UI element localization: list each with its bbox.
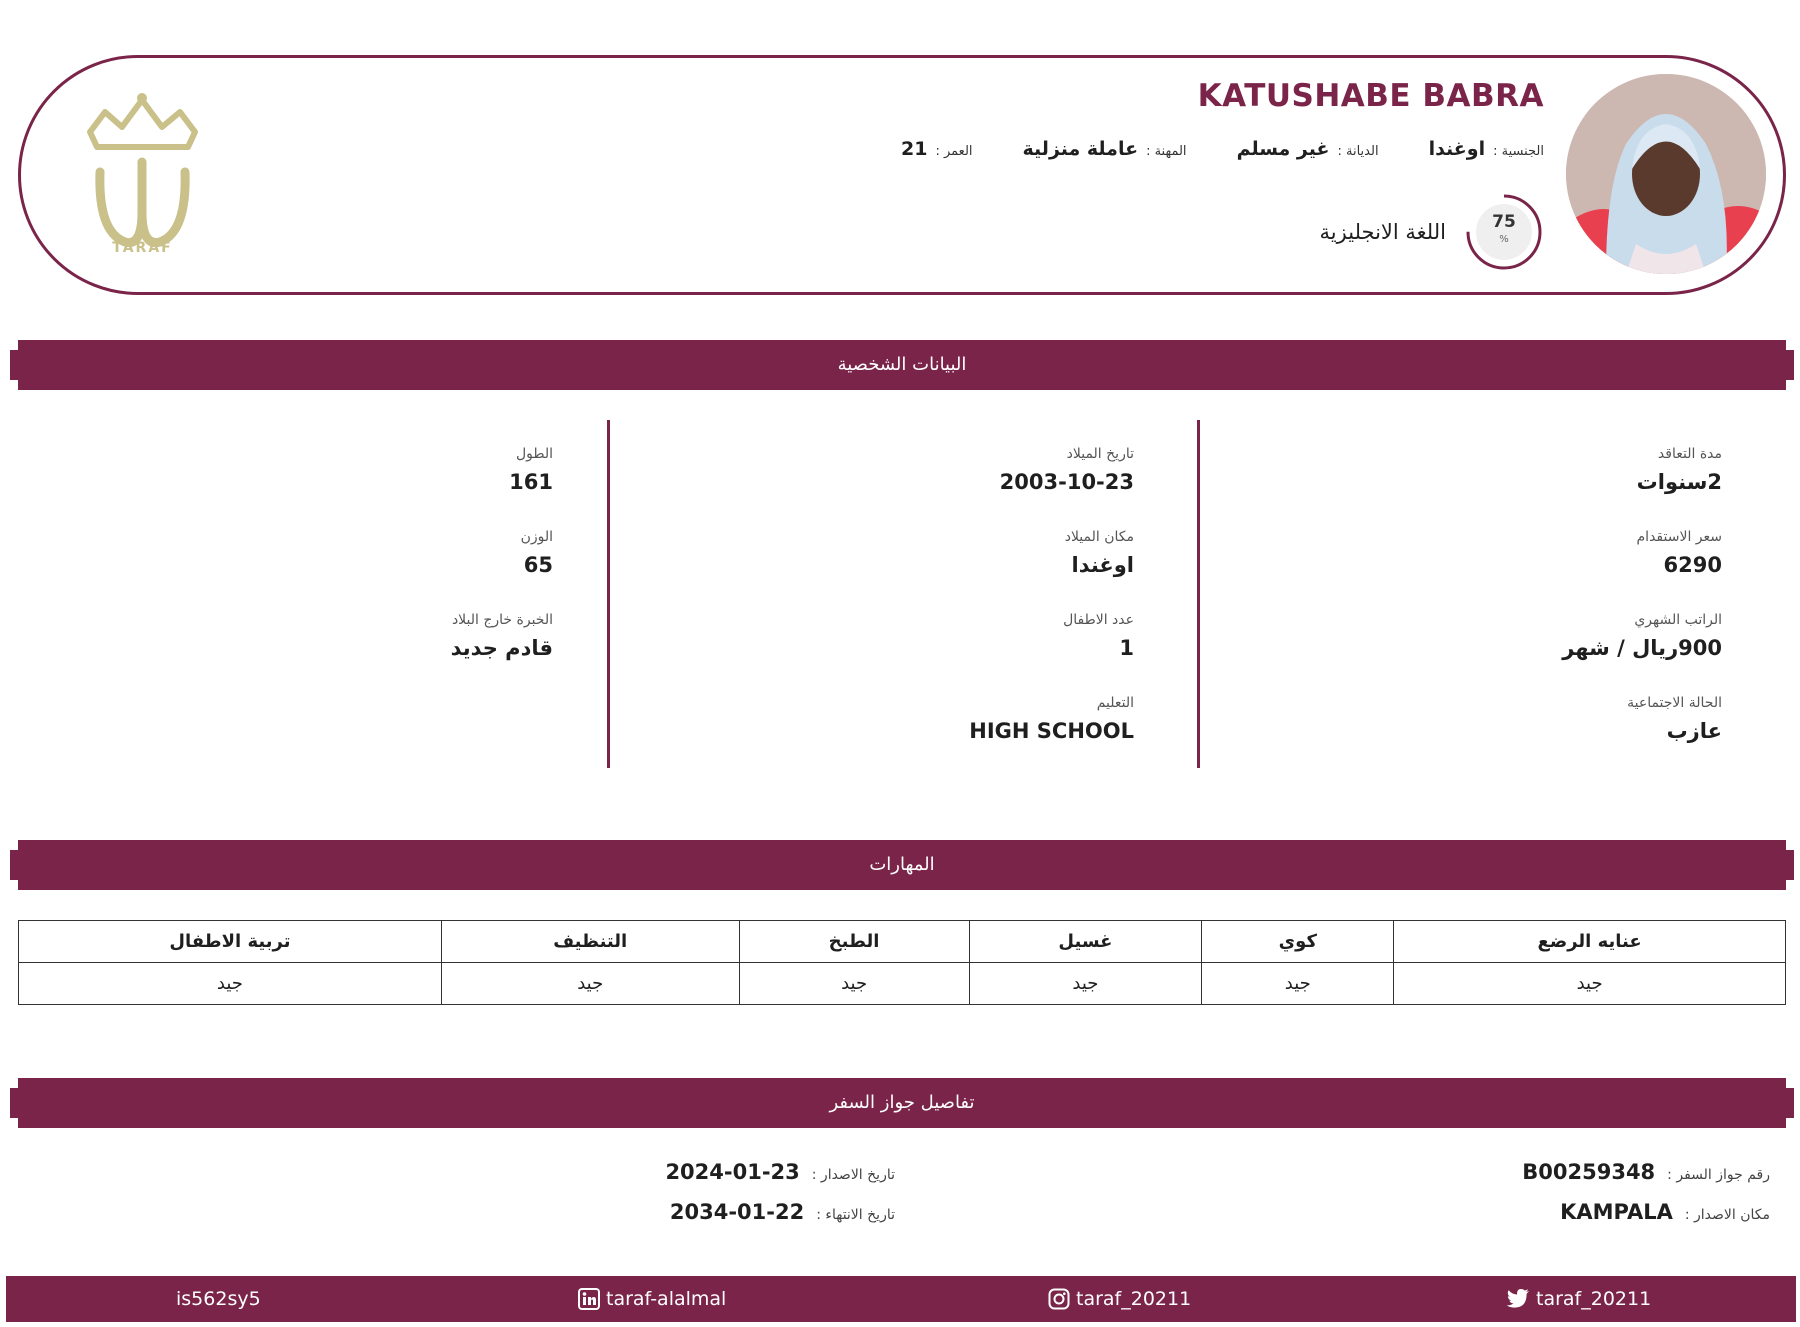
personal-section-banner: البيانات الشخصية [18,340,1786,390]
passport-place-field [1560,1200,1770,1224]
nationality-info [1429,138,1544,160]
passport-section-banner: تفاصيل جواز السفر [18,1078,1786,1128]
contract-label: مدة التعاقد [1657,446,1722,462]
job-info [1023,138,1187,160]
skill-header-childcare: تربية الاطفال [19,921,442,963]
skills-section-banner: المهارات [18,840,1786,890]
marital-field [1627,695,1722,743]
dob-field [1000,446,1134,494]
nationality-label: الجنسية : [1493,144,1544,159]
column-divider [607,420,610,768]
religion-value: غير مسلم [1236,138,1330,160]
language-score: 75 [1492,212,1516,232]
kids-field [1063,612,1134,660]
language-label: اللغة الانجليزية [1319,220,1446,244]
edu-value: HIGH SCHOOL [969,719,1134,743]
footer-linkedin[interactable] [578,1288,726,1310]
skill-header-washing: غسيل [969,921,1202,963]
edu-field [969,695,1134,743]
age-value: 21 [901,138,928,160]
instagram-handle: taraf_20211 [1076,1288,1192,1310]
instagram-icon [1048,1288,1070,1310]
skill-header-infant-care: عنايه الرضع [1394,921,1786,963]
age-info [901,138,973,160]
pob-field [1065,529,1134,577]
skill-value: جيد [441,963,739,1005]
column-divider [1197,420,1200,768]
experience-value: قادم جديد [450,636,553,660]
religion-label: الديانة : [1337,144,1379,159]
dob-value: 2003-10-23 [999,470,1134,494]
pob-label: مكان الميلاد [1064,529,1134,545]
skill-value: جيد [1202,963,1394,1005]
taraf-logo-icon [80,92,205,262]
marital-value: عازب [1666,719,1722,743]
person-photo-illustration [1566,74,1766,274]
salary-field [1562,612,1722,660]
basic-info-row [901,138,1544,160]
kids-value: 1 [1119,636,1134,660]
skill-value: جيد [969,963,1202,1005]
personal-col-right [1202,420,1742,770]
passport-issue-label: تاريخ الاصدار : [811,1167,895,1183]
age-label: العمر : [935,144,973,159]
passport-place-value: KAMPALA [1560,1200,1673,1224]
passport-expiry-field [670,1200,895,1224]
passport-number-value: B00259348 [1522,1160,1656,1184]
passport-number-field [1522,1160,1770,1184]
edu-label: التعليم [1096,695,1134,711]
recruit-field [1637,529,1722,577]
personal-col-left [33,420,573,770]
language-skill [1320,192,1544,272]
experience-label: الخبرة خارج البلاد [451,612,553,628]
pob-value: اوغندا [1071,553,1134,577]
contract-value: 2سنوات [1636,470,1722,494]
recruit-value: 6290 [1663,553,1722,577]
religion-info [1237,138,1379,160]
height-value: 161 [509,470,553,494]
passport-issue-value: 2024-01-23 [665,1160,800,1184]
twitter-icon [1506,1288,1530,1310]
footer-bar [6,1276,1796,1322]
skill-header-cleaning: التنظيف [441,921,739,963]
job-value: عاملة منزلية [1022,138,1139,160]
footer-code [176,1288,261,1310]
skills-table [18,920,1786,1005]
weight-value: 65 [523,553,553,577]
passport-expiry-label: تاريخ الانتهاء : [816,1207,895,1223]
skill-value: جيد [19,963,442,1005]
skill-value: جيد [1394,963,1786,1005]
nationality-value: اوغندا [1428,138,1486,160]
footer-code-text: is562sy5 [176,1288,261,1310]
skill-value: جيد [739,963,969,1005]
footer-instagram[interactable] [1048,1288,1191,1310]
passport-expiry-value: 2034-01-22 [669,1200,805,1224]
job-label: المهنة : [1146,144,1187,159]
weight-field [521,529,553,577]
recruit-label: سعر الاستقدام [1636,529,1722,545]
marital-label: الحالة الاجتماعية [1627,695,1722,711]
contract-field [1637,446,1722,494]
profile-photo [1566,74,1766,274]
passport-issue-field [665,1160,895,1184]
experience-field [451,612,553,660]
linkedin-icon [578,1288,600,1310]
dob-label: تاريخ الميلاد [1066,446,1134,462]
salary-value: 900ريال / شهر [1562,636,1722,660]
footer-twitter[interactable] [1506,1288,1651,1310]
language-score-unit: % [1499,234,1509,245]
logo-text: TARAF [112,240,173,256]
worker-name: KATUSHABE BABRA [1197,78,1544,114]
twitter-handle: taraf_20211 [1536,1288,1652,1310]
height-field [509,446,553,494]
passport-number-label: رقم جواز السفر : [1667,1167,1770,1183]
passport-place-label: مكان الاصدار : [1684,1207,1770,1223]
skill-header-ironing: كوي [1202,921,1394,963]
skills-header-row [19,921,1786,963]
skill-header-cooking: الطبخ [739,921,969,963]
personal-col-middle [614,420,1154,770]
linkedin-handle: taraf-alalmal [606,1288,727,1310]
language-progress-ring [1464,192,1544,272]
skills-value-row [19,963,1786,1005]
weight-label: الوزن [520,529,553,545]
kids-label: عدد الاطفال [1063,612,1134,628]
height-label: الطول [515,446,553,462]
salary-label: الراتب الشهري [1634,612,1722,628]
